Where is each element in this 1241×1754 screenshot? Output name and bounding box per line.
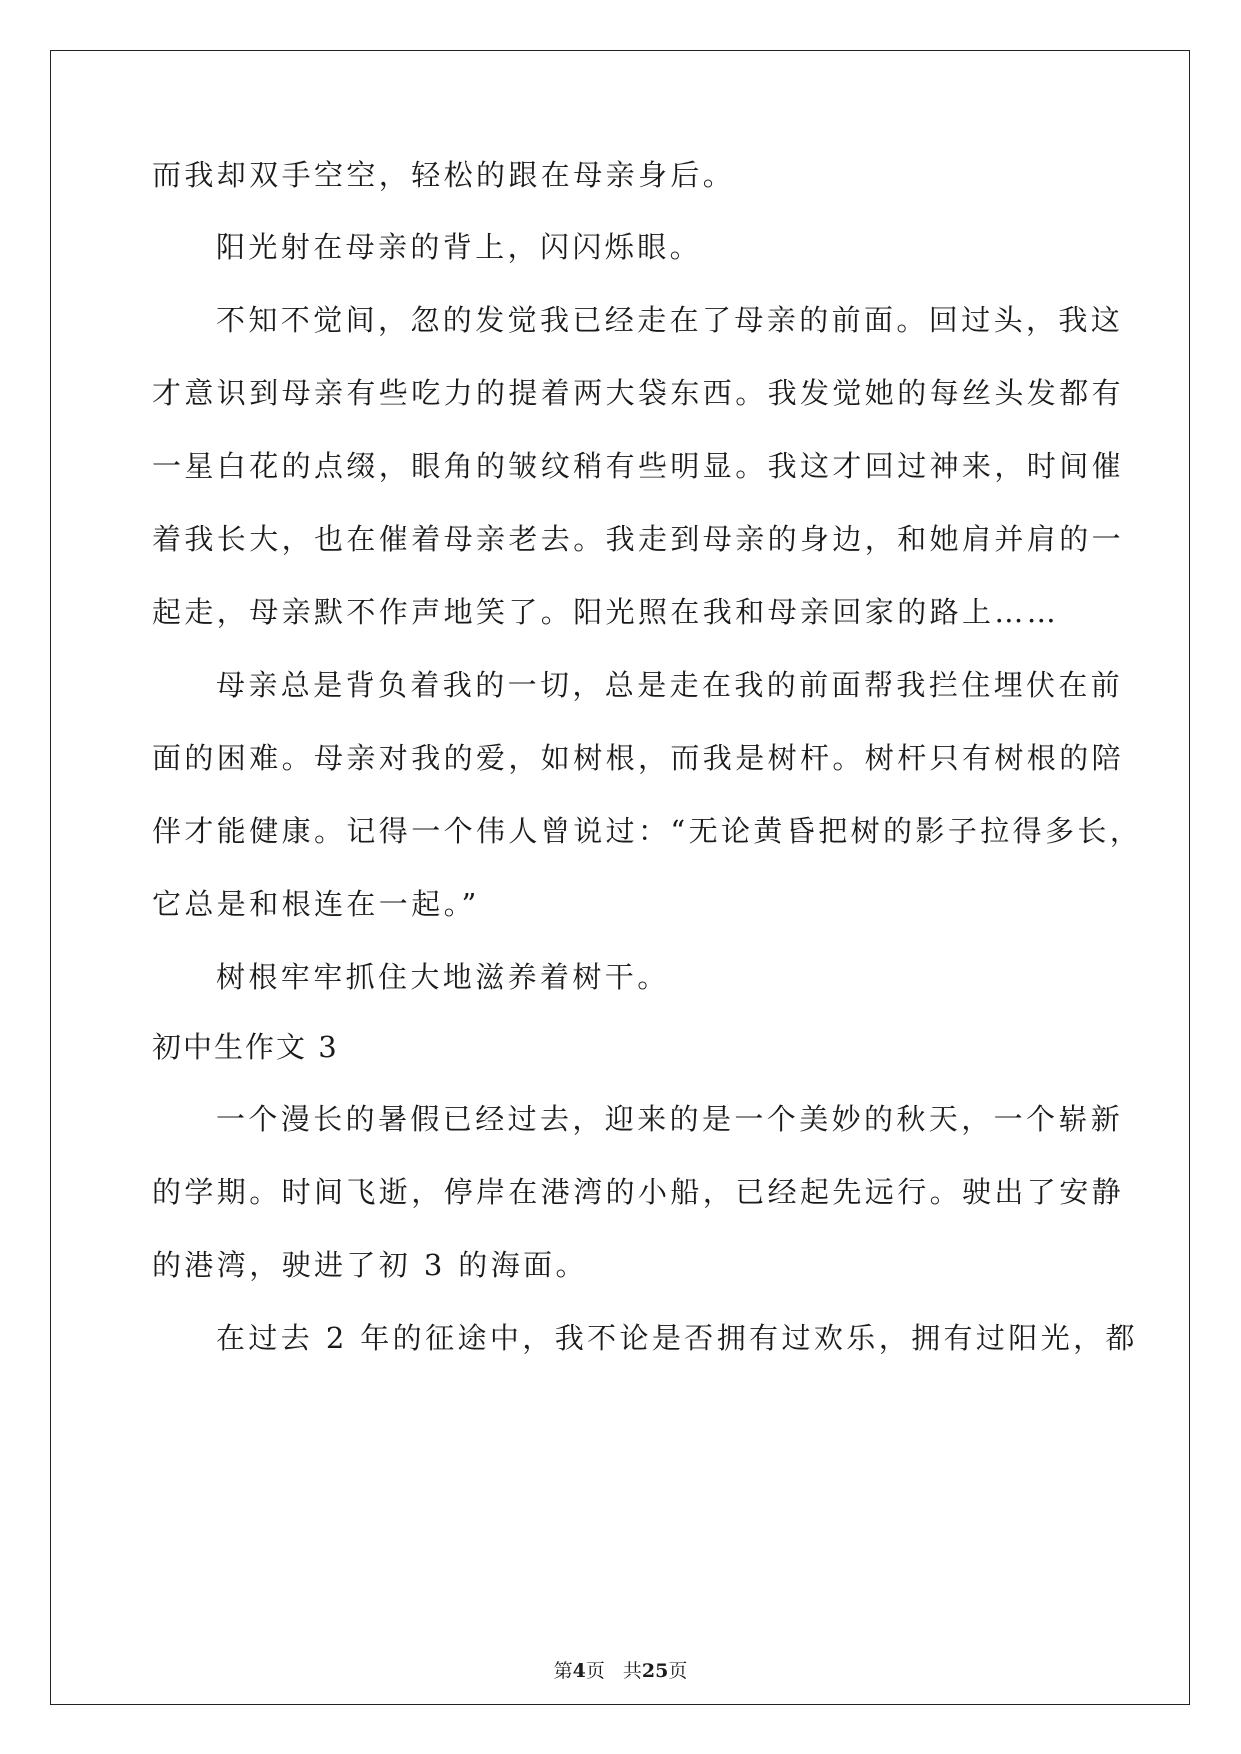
page-number: 4: [572, 1660, 586, 1682]
total-pages: 25: [641, 1660, 669, 1682]
paragraph-line: 而我却双手空空，轻松的跟在母亲身后。: [152, 158, 736, 192]
footer-total-suffix: 页: [668, 1660, 688, 1682]
paragraph-line: 着我长大，也在催着母亲老去。我走到母亲的身边，和她肩并肩的一: [152, 522, 1125, 556]
footer-total-prefix: 共: [622, 1660, 642, 1682]
paragraph-line: 阳光射在母亲的背上，闪闪烁眼。: [216, 230, 703, 264]
paragraph-line: 起走，母亲默不作声地笑了。阳光照在我和母亲回家的路上……: [152, 595, 1060, 629]
paragraph-line: 一星白花的点缀，眼角的皱纹稍有些明显。我这才回过神来，时间催: [152, 449, 1125, 483]
page-footer: [0, 1656, 1241, 1683]
paragraph-line: 不知不觉间，忽的发觉我已经走在了母亲的前面。回过头，我这: [216, 303, 1124, 337]
paragraph-line: 面的困难。母亲对我的爱，如树根，而我是树杆。树杆只有树根的陪: [152, 741, 1125, 775]
paragraph-line: 一个漫长的暑假已经过去，迎来的是一个美妙的秋天，一个崭新: [216, 1102, 1124, 1136]
paragraph-line: 在过去 2 年的征途中，我不论是否拥有过欢乐，拥有过阳光，都: [216, 1321, 1138, 1355]
paragraph-line: 的学期。时间飞逝，停岸在港湾的小船，已经起先远行。驶出了安静: [152, 1175, 1125, 1209]
section-heading: 初中生作文 3: [152, 1030, 339, 1064]
footer-page-suffix: 页: [585, 1660, 605, 1682]
paragraph-line: 母亲总是背负着我的一切，总是走在我的前面帮我拦住埋伏在前: [216, 668, 1124, 702]
paragraph-line: 才意识到母亲有些吃力的提着两大袋东西。我发觉她的每丝头发都有: [152, 376, 1125, 410]
footer-prefix: 第: [553, 1660, 573, 1682]
paragraph-line: 的港湾，驶进了初 3 的海面。: [152, 1248, 588, 1282]
paragraph-line: 它总是和根连在一起。”: [152, 887, 480, 921]
page-border: [50, 50, 1190, 1705]
paragraph-line: 树根牢牢抓住大地滋养着树干。: [216, 960, 670, 994]
paragraph-line: 伴才能健康。记得一个伟人曾说过：“无论黄昏把树的影子拉得多长，: [152, 814, 1143, 848]
